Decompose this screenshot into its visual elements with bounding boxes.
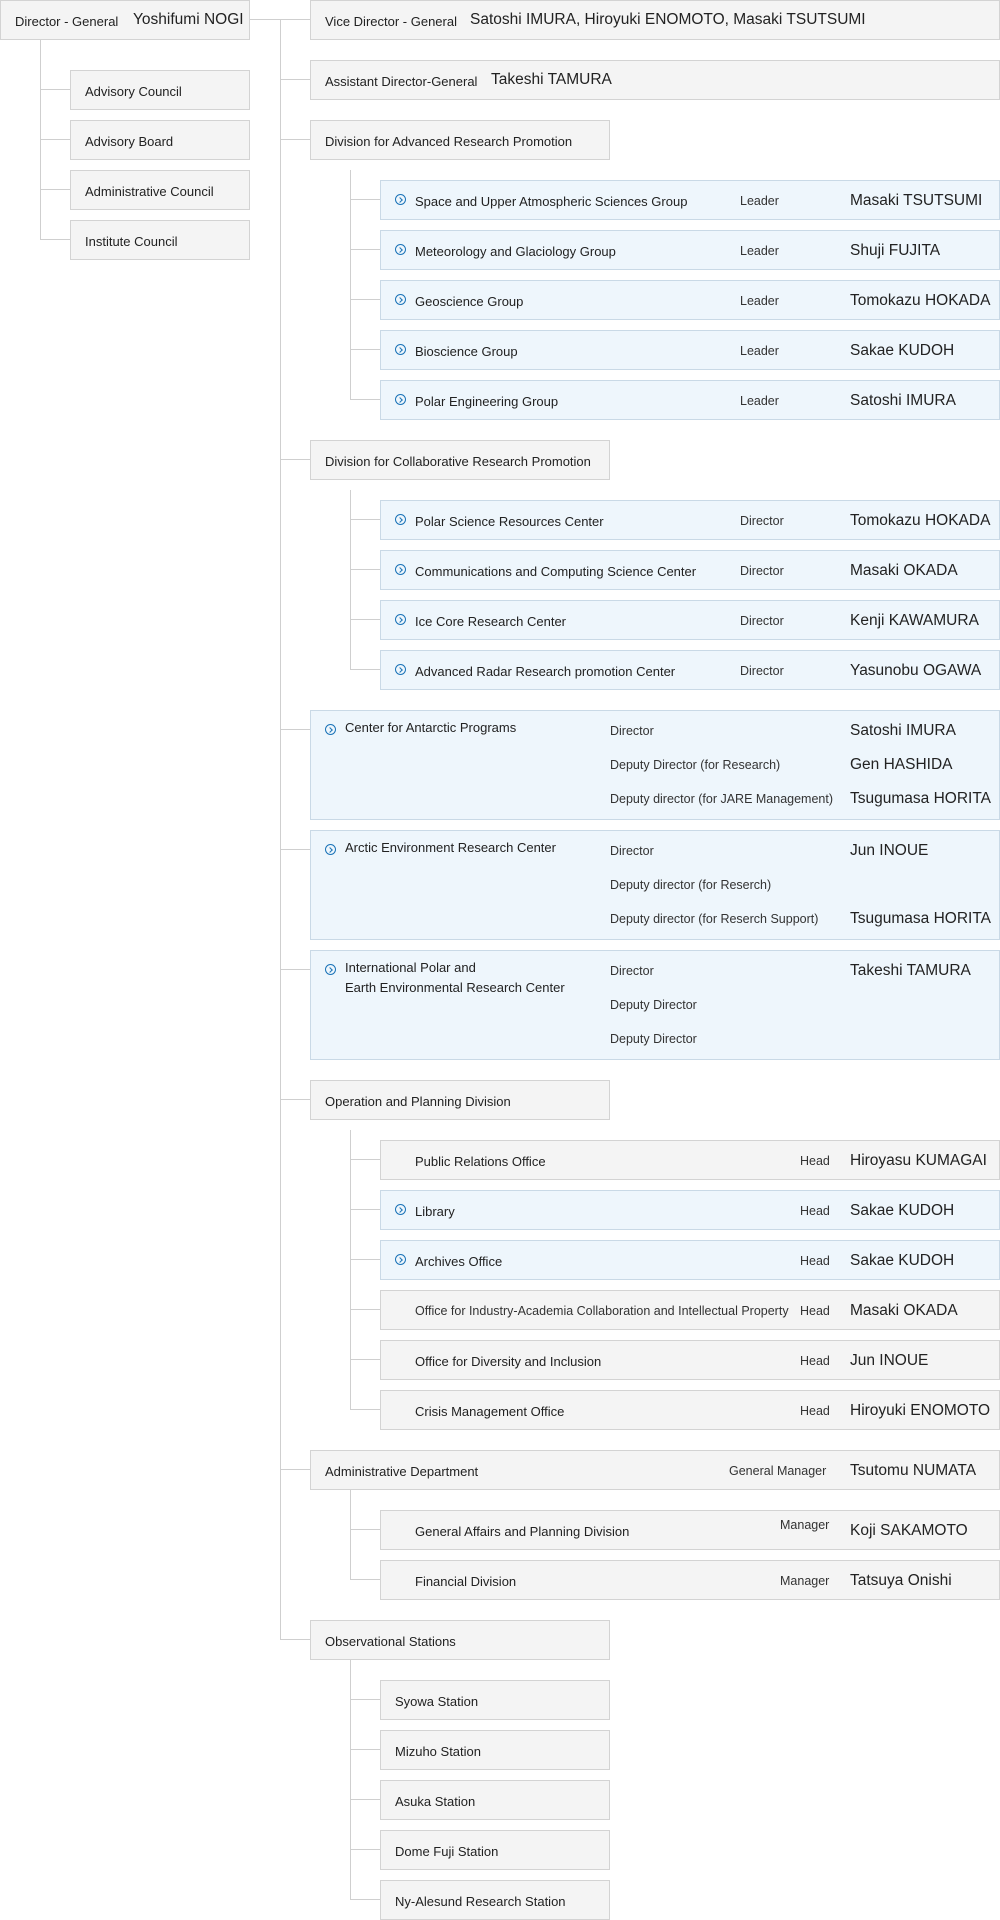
research-group-person: Sakae KUDOH — [850, 342, 955, 359]
admin-division-person: Koji SAKAMOTO — [850, 1522, 968, 1539]
center-name: Arctic Environment Research Center — [345, 840, 556, 855]
center-person: Gen HASHIDA — [850, 756, 953, 773]
connector-line — [40, 89, 70, 90]
connector-line — [350, 519, 380, 520]
connector-line — [350, 1159, 380, 1160]
council-label: Institute Council — [85, 234, 178, 249]
research-center-person: Kenji KAWAMURA — [850, 612, 979, 629]
office-role: Head — [800, 1354, 830, 1368]
council-label: Advisory Board — [85, 134, 174, 149]
connector-line — [350, 299, 380, 300]
connector-line — [350, 1899, 380, 1900]
research-center-role: Director — [740, 514, 784, 528]
office-person: Hiroyasu KUMAGAI — [850, 1152, 987, 1169]
research-group-person: Shuji FUJITA — [850, 242, 941, 259]
connector-line — [350, 1259, 380, 1260]
center-role: Deputy director (for Reserch) — [610, 878, 772, 892]
research-group-name: Meteorology and Glaciology Group — [415, 244, 616, 259]
circle-chevron-right-icon — [395, 344, 406, 355]
connector-line — [350, 1209, 380, 1210]
center-name: Center for Antarctic Programs — [345, 720, 517, 735]
connector-line — [280, 849, 310, 850]
circle-chevron-right-icon — [395, 394, 406, 405]
director-general-title: Director - General — [15, 14, 119, 29]
connector-line — [280, 19, 310, 20]
general-manager-role: General Manager — [729, 1464, 827, 1478]
division-advanced-research-label: Division for Advanced Research Promotion — [325, 134, 573, 149]
office-name: Public Relations Office — [415, 1154, 546, 1169]
research-center-name: Advanced Radar Research promotion Center — [415, 664, 676, 679]
center-person: Tsugumasa HORITA — [850, 910, 991, 927]
center-role: Director — [610, 724, 654, 738]
general-manager-name: Tsutomu NUMATA — [850, 1462, 977, 1479]
research-center-role: Director — [740, 614, 784, 628]
connector-line — [350, 490, 351, 669]
admin-division-role: Manager — [780, 1574, 830, 1588]
research-group-role: Leader — [740, 394, 779, 408]
connector-line — [280, 1099, 310, 1100]
research-center-name: Polar Science Resources Center — [415, 514, 604, 529]
station-name: Syowa Station — [395, 1694, 479, 1709]
circle-chevron-right-icon — [325, 844, 336, 855]
office-person: Sakae KUDOH — [850, 1252, 955, 1269]
connector-line — [350, 349, 380, 350]
office-person: Sakae KUDOH — [850, 1202, 955, 1219]
research-group-person: Satoshi IMURA — [850, 392, 956, 409]
connector-line — [350, 1660, 351, 1899]
connector-line — [280, 1469, 310, 1470]
connector-line — [250, 19, 280, 20]
research-center-person: Yasunobu OGAWA — [850, 662, 982, 679]
connector-line — [350, 669, 380, 670]
station-name: Ny-Alesund Research Station — [395, 1894, 566, 1909]
connector-line — [280, 969, 310, 970]
vice-director-names: Satoshi IMURA, Hiroyuki ENOMOTO, Masaki TSUTSUMI — [470, 11, 866, 28]
station-name: Asuka Station — [395, 1794, 476, 1809]
station-name: Mizuho Station — [395, 1744, 481, 1759]
research-center-role: Director — [740, 664, 784, 678]
office-role: Head — [800, 1154, 830, 1168]
circle-chevron-right-icon — [395, 294, 406, 305]
circle-chevron-right-icon — [395, 194, 406, 205]
research-group-person: Tomokazu HOKADA — [850, 292, 991, 309]
circle-chevron-right-icon — [395, 1254, 406, 1265]
connector-line — [280, 79, 310, 80]
center-role: Director — [610, 964, 654, 978]
assistant-director-title: Assistant Director-General — [325, 74, 478, 89]
connector-line — [350, 1699, 380, 1700]
connector-line — [350, 1529, 380, 1530]
connector-line — [350, 249, 380, 250]
connector-line — [350, 170, 351, 399]
connector-line — [350, 1309, 380, 1310]
administrative-department-label: Administrative Department — [325, 1464, 479, 1479]
connector-line — [350, 1490, 351, 1579]
assistant-director-name: Takeshi TAMURA — [491, 71, 612, 88]
office-name: Office for Diversity and Inclusion — [415, 1354, 602, 1369]
admin-division-role: Manager — [780, 1518, 830, 1532]
observational-stations-label: Observational Stations — [325, 1634, 456, 1649]
connector-line — [350, 1130, 351, 1409]
research-group-name: Geoscience Group — [415, 294, 524, 309]
center-role: Deputy Director — [610, 998, 697, 1012]
office-name: Library — [415, 1204, 455, 1219]
connector-line — [40, 189, 70, 190]
connector-line — [350, 399, 380, 400]
center-name: International Polar and Earth Environmental Research Center — [345, 960, 565, 995]
research-center-name: Communications and Computing Science Center — [415, 564, 697, 579]
director-general-name: Yoshifumi NOGI — [133, 11, 244, 28]
connector-line — [280, 729, 310, 730]
center-role: Director — [610, 844, 654, 858]
connector-line — [350, 1359, 380, 1360]
research-center-name: Ice Core Research Center — [415, 614, 567, 629]
station-name: Dome Fuji Station — [395, 1844, 499, 1859]
office-person: Hiroyuki ENOMOTO — [850, 1402, 991, 1419]
connector-line — [350, 1849, 380, 1850]
center-role: Deputy Director — [610, 1032, 697, 1046]
center-role: Deputy director (for Reserch Support) — [610, 912, 819, 926]
connector-line — [350, 1799, 380, 1800]
connector-line — [350, 1579, 380, 1580]
research-center-role: Director — [740, 564, 784, 578]
research-group-name: Space and Upper Atmospheric Sciences Group — [415, 194, 688, 209]
connector-line — [350, 569, 380, 570]
connector-line — [40, 139, 70, 140]
office-name: Office for Industry-Academia Collaboration and Intellectual Property — [415, 1304, 789, 1318]
council-label: Administrative Council — [85, 184, 214, 199]
division-operation-planning-label: Operation and Planning Division — [325, 1094, 511, 1109]
office-role: Head — [800, 1204, 830, 1218]
connector-line — [350, 1409, 380, 1410]
office-name: Archives Office — [415, 1254, 503, 1269]
research-group-role: Leader — [740, 344, 779, 358]
office-name: Crisis Management Office — [415, 1404, 565, 1419]
research-center-person: Masaki OKADA — [850, 562, 958, 579]
circle-chevron-right-icon — [395, 614, 406, 625]
connector-line — [40, 239, 70, 240]
center-role: Deputy Director (for Research) — [610, 758, 781, 772]
circle-chevron-right-icon — [325, 964, 336, 975]
circle-chevron-right-icon — [395, 564, 406, 575]
office-role: Head — [800, 1404, 830, 1418]
office-role: Head — [800, 1254, 830, 1268]
research-group-name: Bioscience Group — [415, 344, 518, 359]
circle-chevron-right-icon — [325, 724, 336, 735]
research-group-role: Leader — [740, 294, 779, 308]
connector-line — [40, 40, 41, 240]
research-group-name: Polar Engineering Group — [415, 394, 559, 409]
office-person: Masaki OKADA — [850, 1302, 958, 1319]
circle-chevron-right-icon — [395, 244, 406, 255]
center-person: Tsugumasa HORITA — [850, 790, 991, 807]
connector-line — [280, 139, 310, 140]
vice-director-title: Vice Director - General — [325, 14, 457, 29]
center-person: Takeshi TAMURA — [850, 962, 971, 979]
research-group-person: Masaki TSUTSUMI — [850, 192, 983, 209]
research-group-role: Leader — [740, 194, 779, 208]
connector-line — [350, 199, 380, 200]
connector-line — [350, 619, 380, 620]
connector-line — [280, 459, 310, 460]
connector-line — [280, 1639, 310, 1640]
research-center-person: Tomokazu HOKADA — [850, 512, 991, 529]
admin-division-name: Financial Division — [415, 1574, 517, 1589]
office-person: Jun INOUE — [850, 1352, 929, 1369]
center-person: Satoshi IMURA — [850, 722, 956, 739]
circle-chevron-right-icon — [395, 514, 406, 525]
circle-chevron-right-icon — [395, 664, 406, 675]
research-group-role: Leader — [740, 244, 779, 258]
division-collaborative-research-label: Division for Collaborative Research Promotion — [325, 454, 591, 469]
connector-line — [280, 19, 281, 1640]
connector-line — [350, 1749, 380, 1750]
center-person: Jun INOUE — [850, 842, 929, 859]
council-label: Advisory Council — [85, 84, 182, 99]
admin-division-person: Tatsuya Onishi — [850, 1572, 952, 1589]
circle-chevron-right-icon — [395, 1204, 406, 1215]
admin-division-name: General Affairs and Planning Division — [415, 1524, 630, 1539]
office-role: Head — [800, 1304, 830, 1318]
center-role: Deputy director (for JARE Management) — [610, 792, 834, 806]
